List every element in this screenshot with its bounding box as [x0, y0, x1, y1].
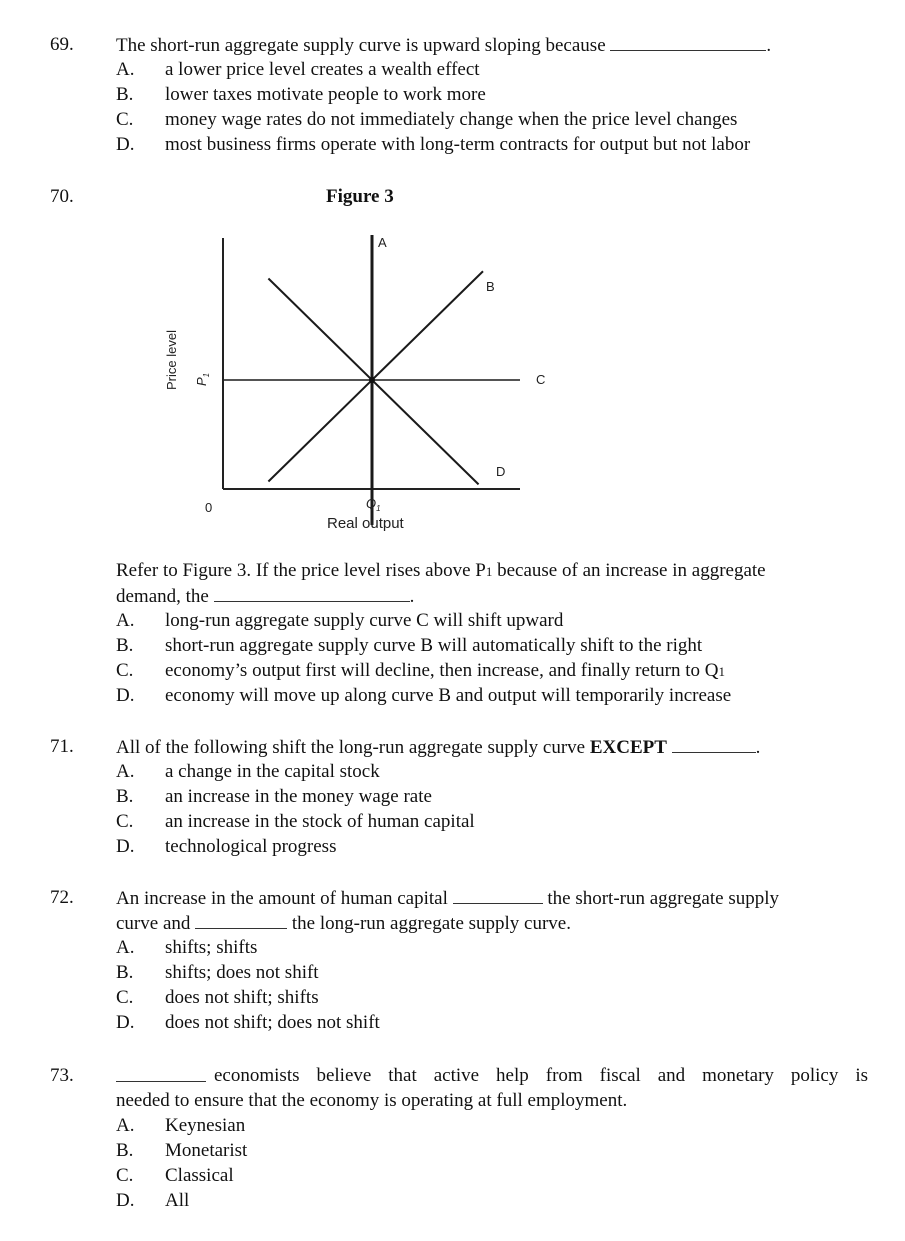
option-letter: C. [116, 1165, 134, 1186]
option-text: most business firms operate with long-term contracts for output but not labor [165, 134, 751, 155]
option-letter: C. [116, 811, 134, 832]
stem-text: Refer to Figure 3. If the price level rises above P [116, 560, 486, 581]
question-70-stem-line2 [116, 585, 414, 608]
stem-emphasis: EXCEPT [589, 737, 667, 758]
option-text-main: economy’s output first will decline, then increase, and finally return to Q [165, 660, 719, 681]
question-69-number: 69. [50, 34, 74, 55]
question-72-stem-line1 [116, 887, 779, 910]
question-72-number: 72. [50, 887, 74, 908]
origin-label: 0 [205, 500, 213, 515]
option-text: shifts; does not shift [165, 962, 319, 983]
option-text: technological progress [165, 836, 337, 857]
stem-text: the long-run aggregate supply curve. [291, 913, 571, 934]
question-70-stem-line1 [116, 560, 766, 583]
option-letter: C. [116, 660, 134, 681]
curve-b [268, 271, 483, 481]
option-letter: B. [116, 962, 134, 983]
y-tick-label-p1: $P_1$ [194, 372, 211, 386]
option-text: All [165, 1190, 190, 1211]
question-73-stem-line1 [116, 1065, 868, 1087]
stem-text: demand, the [116, 586, 209, 607]
option-letter: B. [116, 1140, 134, 1161]
figure-3-chart [0, 0, 905, 560]
stem-period: . [755, 737, 761, 758]
option-letter: D. [116, 836, 135, 857]
option-letter: A. [116, 610, 135, 631]
option-letter: A. [116, 761, 135, 782]
question-69-stem-text: The short-run aggregate supply curve is upward sloping because [116, 35, 606, 56]
figure-title: Figure 3 [326, 186, 394, 207]
question-70-number: 70. [50, 186, 74, 207]
stem-text: the short-run aggregate supply [547, 888, 780, 909]
option-letter: D. [116, 1012, 135, 1033]
x-axis-label: Real output [327, 515, 404, 532]
curve-label-b: B [486, 279, 495, 294]
y-axis-label: Price level [164, 330, 179, 390]
option-letter: D. [116, 685, 135, 706]
stem-period: . [409, 586, 415, 607]
question-73-stem-line2: needed to ensure that the economy is operating at full employment. [116, 1090, 628, 1111]
option-text: an increase in the money wage rate [165, 786, 432, 807]
stem-period: . [766, 35, 772, 56]
question-72-stem-line2 [116, 912, 571, 935]
subscript: 1 [485, 564, 493, 579]
option-text: economy will move up along curve B and output will temporarily increase [165, 685, 732, 706]
option-letter: C. [116, 109, 134, 130]
stem-text: because of an increase in aggregate [492, 560, 766, 581]
option-text: does not shift; does not shift [165, 1012, 380, 1033]
curve-label-c: C [536, 372, 546, 387]
question-71-stem [116, 736, 760, 759]
option-text: a change in the capital stock [165, 761, 380, 782]
answer-blank [195, 912, 287, 929]
answer-blank [116, 1065, 206, 1082]
option-letter: D. [116, 134, 135, 155]
equilibrium-point [369, 377, 375, 383]
stem-text: An increase in the amount of human capital [116, 888, 448, 909]
answer-blank [453, 887, 543, 904]
option-text: an increase in the stock of human capital [165, 811, 475, 832]
option-letter: D. [116, 1190, 135, 1211]
option-letter: A. [116, 1115, 135, 1136]
curve-label-d: D [496, 464, 506, 479]
option-text: a lower price level creates a wealth effect [165, 59, 480, 80]
option-text: lower taxes motivate people to work more [165, 84, 486, 105]
option-letter: B. [116, 635, 134, 656]
stem-text: curve and [116, 913, 191, 934]
option-text [165, 660, 725, 683]
option-text: long-run aggregate supply curve C will shift upward [165, 610, 564, 631]
answer-blank [214, 585, 410, 602]
stem-text: economists believe that active help from fiscal and monetary policy is [214, 1065, 868, 1086]
option-text: Monetarist [165, 1140, 248, 1161]
option-text: short-run aggregate supply curve B will automatically shift to the right [165, 635, 703, 656]
stem-text: All of the following shift the long-run aggregate supply curve [116, 737, 590, 758]
option-text: does not shift; shifts [165, 987, 319, 1008]
option-text: shifts; shifts [165, 937, 258, 958]
question-71-number: 71. [50, 736, 74, 757]
option-letter: A. [116, 59, 135, 80]
option-letter: C. [116, 987, 134, 1008]
option-letter: A. [116, 937, 135, 958]
subscript: 1 [718, 664, 725, 679]
option-letter: B. [116, 786, 134, 807]
option-text: Classical [165, 1165, 234, 1186]
answer-blank [672, 736, 756, 753]
x-tick-label-q1: $Q_1$ [366, 496, 381, 513]
question-73-number: 73. [50, 1065, 74, 1086]
curve-label-a: A [378, 235, 387, 250]
option-text: money wage rates do not immediately change when the price level changes [165, 109, 738, 130]
option-letter: B. [116, 84, 134, 105]
option-text: Keynesian [165, 1115, 246, 1136]
chart-layer [164, 235, 545, 532]
